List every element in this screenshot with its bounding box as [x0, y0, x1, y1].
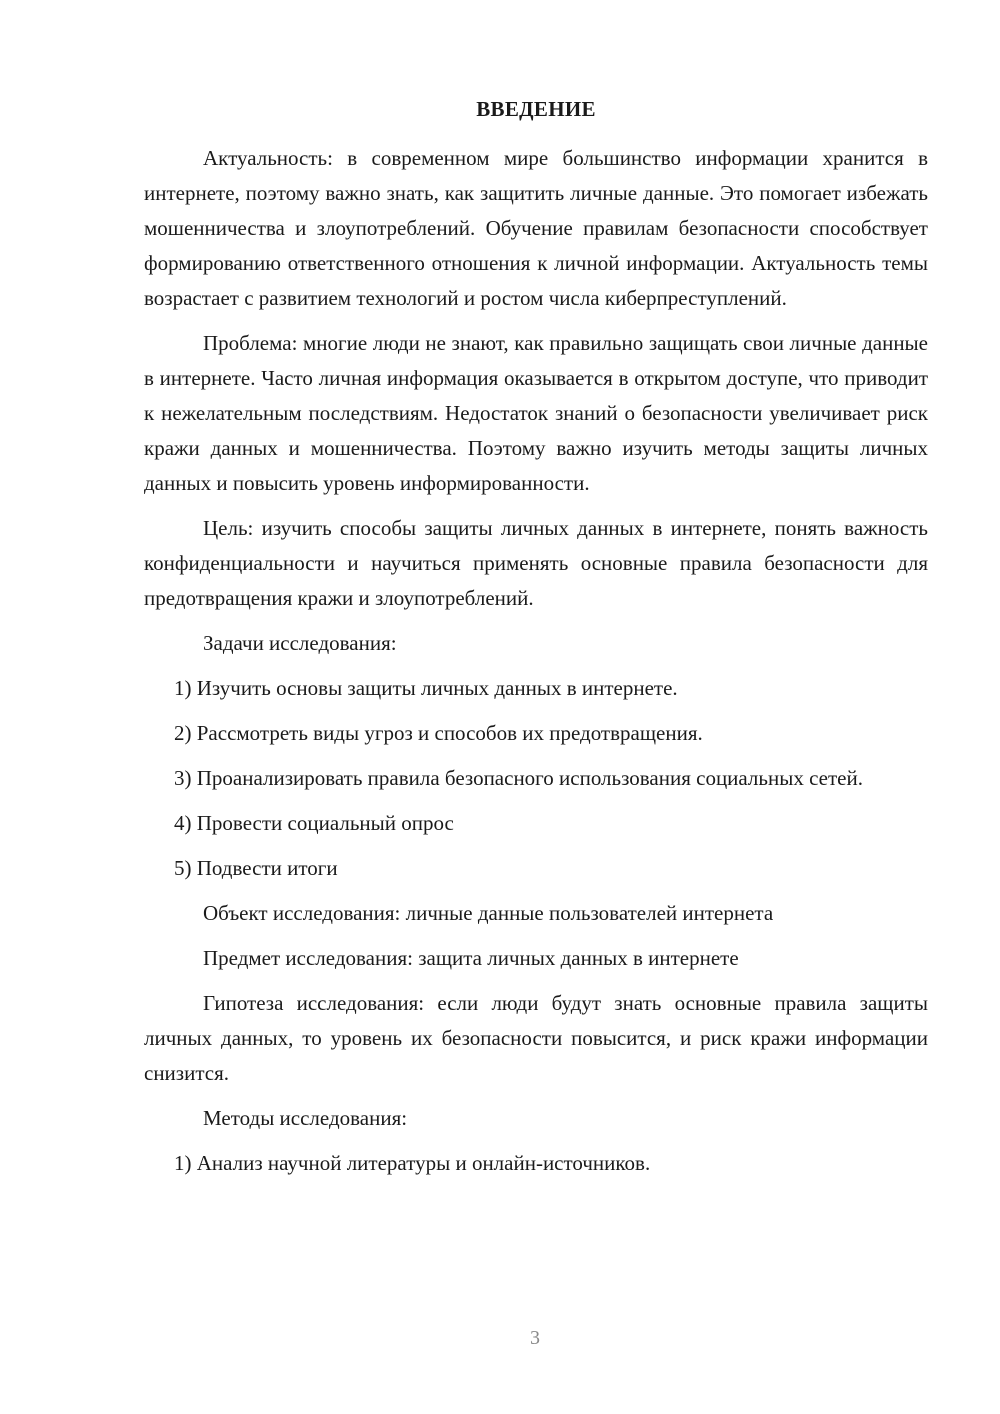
research-object: Объект исследования: личные данные пользователей интернета	[203, 901, 774, 925]
tasks-heading: Задачи исследования:	[203, 631, 397, 655]
relevance-paragraph: Актуальность: в современном мире большинство информации хранится в интернете, поэтому важно знать, как защитить личные данные. Это помогает избежать мошенничества и злоупотреблений. Обучение правилам безопасности способствует формированию ответственного отношения к личной информации. Актуальность темы возрастает с развитием технологий и ростом числа киберпреступлений.	[144, 146, 928, 310]
hypothesis-paragraph: Гипотеза исследования: если люди будут знать основные правила защиты личных данных, то уровень их безопасности повысится, и риск кражи информации снизится.	[144, 991, 928, 1085]
research-subject: Предмет исследования: защита личных данных в интернете	[203, 946, 739, 970]
goal-paragraph: Цель: изучить способы защиты личных данных в интернете, понять важность конфиденциальности и научиться применять основные правила безопасности для предотвращения кражи и злоупотреблений.	[144, 516, 928, 610]
task-item-5: 5) Подвести итоги	[174, 856, 338, 880]
document-page	[144, 92, 928, 1191]
problem-paragraph: Проблема: многие люди не знают, как правильно защищать свои личные данные в интернете. Часто личная информация оказывается в открытом доступе, что приводит к нежелательным последствиям. Недостаток знаний о безопасности увеличивает риск кражи данных и мошенничества. Поэтому важно изучить методы защиты личных данных и повысить уровень информированности.	[144, 331, 928, 495]
method-item-1: 1) Анализ научной литературы и онлайн-источников.	[174, 1151, 651, 1175]
page-number: 3	[530, 1327, 540, 1349]
task-item-4: 4) Провести социальный опрос	[174, 811, 454, 835]
task-item-1: 1) Изучить основы защиты личных данных в интернете.	[174, 676, 678, 700]
task-item-3: 3) Проанализировать правила безопасного использования социальных сетей.	[174, 766, 863, 790]
task-item-2: 2) Рассмотреть виды угроз и способов их предотвращения.	[174, 721, 703, 745]
methods-heading: Методы исследования:	[203, 1106, 408, 1130]
section-title: ВВЕДЕНИЕ	[476, 97, 596, 121]
